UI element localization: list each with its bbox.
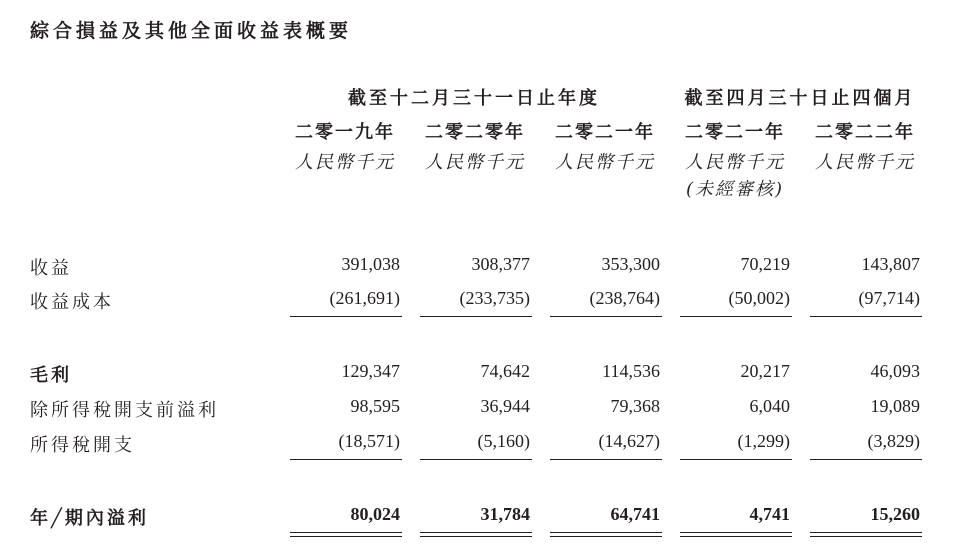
table-cell: 36,944 xyxy=(480,396,530,416)
table-title: 綜合損益及其他全面收益表概要 xyxy=(30,20,353,42)
table-cell: 391,038 xyxy=(341,254,400,274)
table-cell: 98,595 xyxy=(350,396,400,416)
table-cell: 80,024 xyxy=(350,504,400,524)
column-header-2021-4m xyxy=(680,118,790,202)
table-cell: 6,040 xyxy=(749,396,790,416)
table-cell: 308,377 xyxy=(471,254,530,274)
table-cell: (50,002) xyxy=(728,288,790,308)
table-cell: (3,829) xyxy=(867,431,920,451)
subtotal-rule xyxy=(810,459,922,460)
subtotal-rule xyxy=(550,459,662,460)
table-cell: (1,299) xyxy=(737,431,790,451)
row-label-income-tax: 所得稅開支 xyxy=(30,435,135,456)
column-year: 二零二一年 xyxy=(555,122,655,143)
row-label-revenue: 收益 xyxy=(30,258,72,279)
row-label-cost-of-revenue: 收益成本 xyxy=(30,292,114,313)
table-cell: 19,089 xyxy=(870,396,920,416)
column-currency: 人民幣千元 xyxy=(295,152,395,173)
column-year: 二零二零年 xyxy=(425,122,525,143)
table-cell: (5,160) xyxy=(477,431,530,451)
column-currency: 人民幣千元 xyxy=(425,152,525,173)
row-label-profit-for-period: 年╱期內溢利 xyxy=(30,508,149,529)
column-year: 二零二二年 xyxy=(815,122,915,143)
subtotal-rule xyxy=(680,316,792,317)
table-cell: 70,219 xyxy=(740,254,790,274)
total-double-rule xyxy=(420,532,532,537)
table-cell: 20,217 xyxy=(740,361,790,381)
subtotal-rule xyxy=(550,316,662,317)
subtotal-rule xyxy=(290,459,402,460)
column-header-2020 xyxy=(420,118,530,178)
column-currency: 人民幣千元 xyxy=(685,152,785,173)
total-double-rule xyxy=(680,532,792,537)
column-year: 二零一九年 xyxy=(295,122,395,143)
subtotal-rule xyxy=(420,459,532,460)
table-cell: 79,368 xyxy=(610,396,660,416)
table-cell: (261,691) xyxy=(329,288,400,308)
table-cell: 353,300 xyxy=(601,254,660,274)
subtotal-rule xyxy=(810,316,922,317)
group-header-four-months: 截至四月三十日止四個月 xyxy=(684,88,916,109)
table-cell: 143,807 xyxy=(861,254,920,274)
column-year: 二零二一年 xyxy=(685,122,785,143)
total-double-rule xyxy=(550,532,662,537)
table-cell: (18,571) xyxy=(338,431,400,451)
table-cell: 64,741 xyxy=(610,504,660,524)
table-cell: (14,627) xyxy=(598,431,660,451)
table-cell: 31,784 xyxy=(480,504,530,524)
table-cell: (97,714) xyxy=(858,288,920,308)
column-unaudited-note: (未經審核) xyxy=(685,179,785,200)
row-label-gross-profit: 毛利 xyxy=(30,365,72,386)
table-cell: 15,260 xyxy=(870,504,920,524)
table-cell: 114,536 xyxy=(602,361,660,381)
column-header-2021 xyxy=(550,118,660,178)
table-cell: 4,741 xyxy=(749,504,790,524)
table-cell: 74,642 xyxy=(480,361,530,381)
table-cell: 46,093 xyxy=(870,361,920,381)
table-cell: (238,764) xyxy=(589,288,660,308)
column-currency: 人民幣千元 xyxy=(555,152,655,173)
table-cell: (233,735) xyxy=(459,288,530,308)
total-double-rule xyxy=(810,532,922,537)
column-header-2022-4m xyxy=(810,118,920,178)
table-cell: 129,347 xyxy=(341,361,400,381)
subtotal-rule xyxy=(680,459,792,460)
row-label-profit-before-tax: 除所得稅開支前溢利 xyxy=(30,400,219,421)
subtotal-rule xyxy=(420,316,532,317)
subtotal-rule xyxy=(290,316,402,317)
group-header-year-end: 截至十二月三十一日止年度 xyxy=(348,88,600,109)
column-currency: 人民幣千元 xyxy=(815,152,915,173)
column-header-2019 xyxy=(290,118,400,178)
total-double-rule xyxy=(290,532,402,537)
